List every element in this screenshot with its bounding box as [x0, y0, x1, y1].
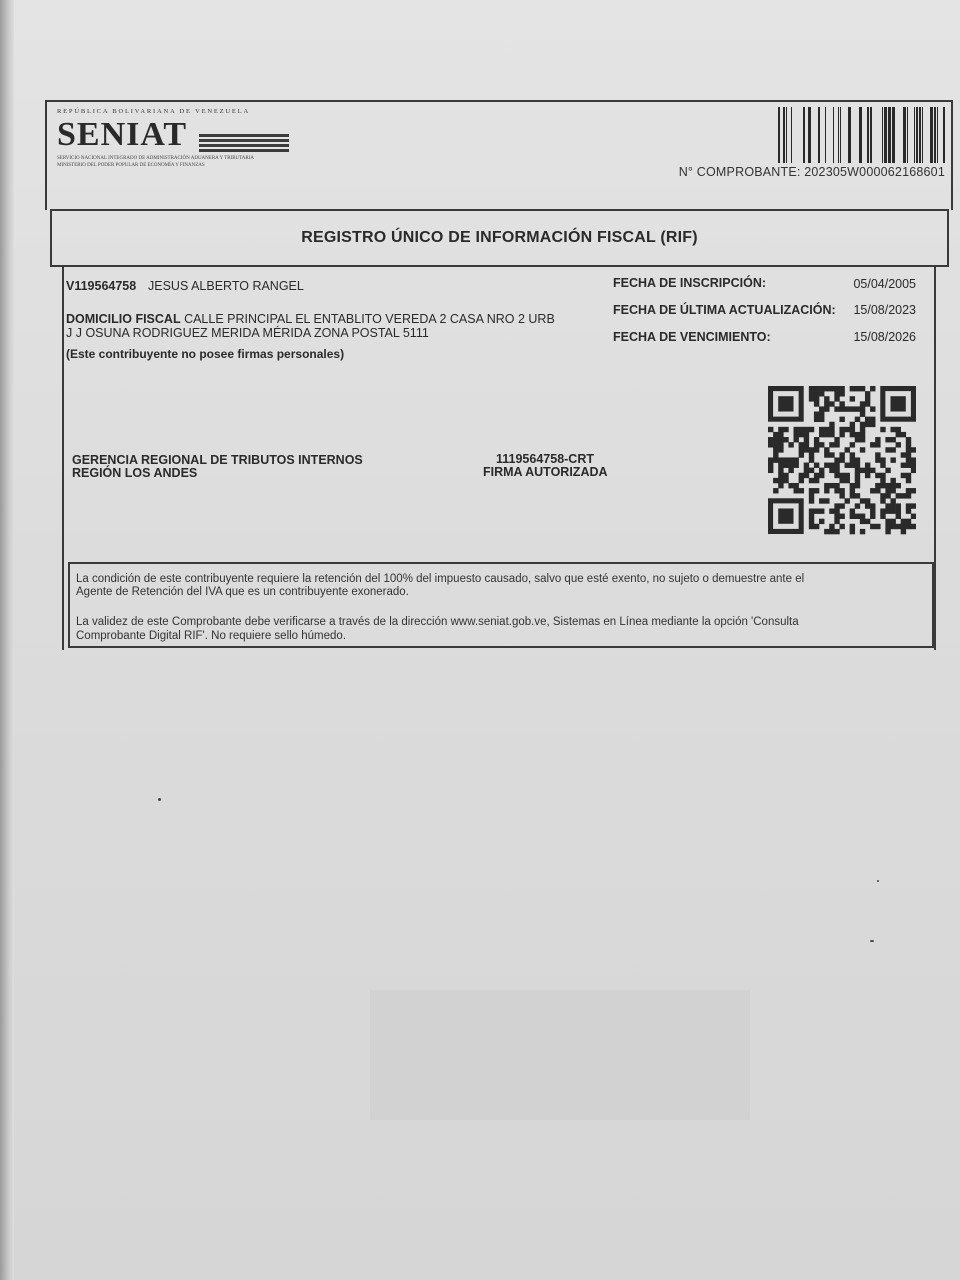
document-title-box: [50, 209, 949, 267]
seniat-logo: [57, 108, 287, 178]
retention-notice-line-2: Agente de Retención del IVA que es un contribuyente exonerado.: [76, 586, 409, 598]
taxpayer-rif: V119564758: [66, 279, 137, 293]
signature-label: FIRMA AUTORIZADA: [483, 465, 608, 479]
inscripcion-label: FECHA DE INSCRIPCIÓN:: [613, 276, 767, 290]
domicilio-line-1: CALLE PRINCIPAL EL ENTABLITO VEREDA 2 CASA NRO 2 URB: [184, 312, 555, 326]
firmas-note: (Este contribuyente no posee firmas personales): [66, 347, 345, 361]
domicilio-line-2: J J OSUNA RODRIGUEZ MERIDA MÉRIDA ZONA POSTAL 5111: [66, 326, 429, 340]
inscripcion-value: 05/04/2005: [853, 277, 916, 291]
paper-edge: [0, 0, 14, 1280]
office-line-1: GERENCIA REGIONAL DE TRIBUTOS INTERNOS: [72, 453, 363, 467]
vencimiento-value: 15/08/2026: [853, 330, 916, 344]
vencimiento-label: FECHA DE VENCIMIENTO:: [613, 330, 771, 344]
logo-main-text: SENIAT: [57, 116, 188, 153]
paper-smudge: [370, 990, 750, 1120]
retention-notice-line-1: La condición de este contribuyente requiere la retención del 100% del impuesto causado, salvo que esté exento, no sujeto o demuestre ante el: [76, 573, 805, 585]
paper-speck: [158, 798, 161, 801]
taxpayer-name: JESUS ALBERTO RANGEL: [148, 279, 304, 293]
notice-box: [68, 562, 934, 648]
domicilio-fiscal: [66, 312, 555, 326]
paper-speck: [870, 940, 874, 942]
document-header: [45, 100, 953, 210]
document-title: REGISTRO ÚNICO DE INFORMACIÓN FISCAL (RIF): [301, 229, 698, 246]
validity-notice-line-2: Comprobante Digital RIF'. No requiere sello húmedo.: [76, 630, 347, 642]
paper-speck: [877, 880, 879, 882]
logo-sub-text-2: MINISTERIO DEL PODER POPULAR DE ECONOMÍA Y FINANZAS: [57, 163, 205, 168]
logo-stripes-icon: [199, 134, 289, 152]
signature-code: 1119564758-CRT: [496, 452, 594, 466]
actualizacion-label: FECHA DE ÚLTIMA ACTUALIZACIÓN:: [613, 303, 836, 317]
office-line-2: REGIÓN LOS ANDES: [72, 466, 198, 480]
comprobante-number: N° COMPROBANTE: 202305W000062168601: [678, 165, 945, 179]
qr-code-icon: [768, 386, 916, 536]
domicilio-label: DOMICILIO FISCAL: [66, 312, 181, 326]
validity-notice-line-1: La validez de este Comprobante debe verificarse a través de la dirección www.seniat.gob.ve, Sistemas en Línea mediante la opción 'Consulta: [76, 616, 799, 628]
logo-sub-text-1: SERVICIO NACIONAL INTEGRADO DE ADMINISTRACIÓN ADUANERA Y TRIBUTARIA: [57, 156, 255, 161]
barcode-icon: [778, 107, 946, 163]
actualizacion-value: 15/08/2023: [853, 303, 916, 317]
logo-top-text: REPÚBLICA BOLIVARIANA DE VENEZUELA: [57, 108, 250, 115]
